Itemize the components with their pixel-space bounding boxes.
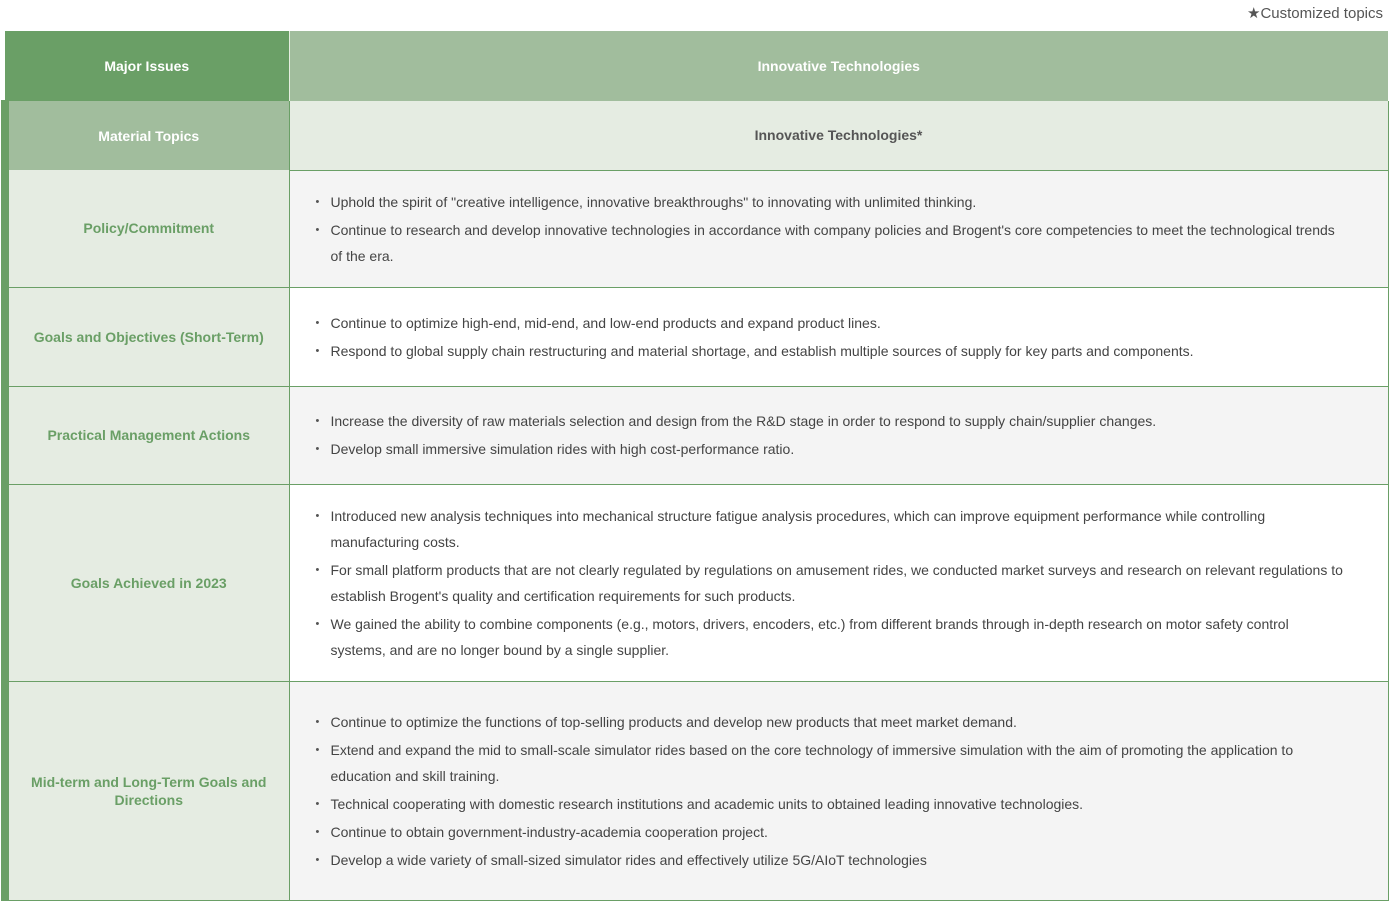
row-label-management-actions: Practical Management Actions <box>5 386 289 484</box>
bullet-list <box>316 408 1348 462</box>
table-row <box>5 170 1388 287</box>
customized-topics-note: ★Customized topics <box>1247 5 1383 22</box>
list-item: • Extend and expand the mid to small-scale simulator rides based on the core technology of immersive simulation with the aim of promoting the application to education and skill training. <box>316 737 1348 789</box>
list-item: • Respond to global supply chain restructuring and material shortage, and establish multiple sources of supply for key parts and components. <box>316 338 1348 364</box>
list-item: • Introduced new analysis techniques into mechanical structure fatigue analysis procedures, which can improve equipment performance while controlling manufacturing costs. <box>316 503 1348 555</box>
row-label-long-term-goals: Mid-term and Long-Term Goals and Directions <box>5 681 289 900</box>
list-item: • Uphold the spirit of "creative intelligence, innovative breakthroughs" to innovating with unlimited thinking. <box>316 189 1348 215</box>
material-topics-value: Innovative Technologies* <box>289 101 1388 171</box>
row-content-goals-achieved <box>289 484 1388 681</box>
row-content-long-term-goals <box>289 681 1388 900</box>
row-content-goals-short-term <box>289 287 1388 386</box>
row-content-management-actions <box>289 386 1388 484</box>
row-content-policy <box>289 170 1388 287</box>
list-item: • Increase the diversity of raw materials selection and design from the R&D stage in order to respond to supply chain/supplier changes. <box>316 408 1348 434</box>
list-item: • Develop a wide variety of small-sized simulator rides and effectively utilize 5G/AIoT technologies <box>316 847 1348 873</box>
row-label-goals-short-term: Goals and Objectives (Short-Term) <box>5 287 289 386</box>
major-issue-value: Innovative Technologies <box>289 31 1388 101</box>
list-item: • For small platform products that are not clearly regulated by regulations on amusement rides, we conducted market surveys and research on relevant regulations to establish Brogent's quality and certification requirements for such products. <box>316 557 1348 609</box>
bullet-list <box>316 189 1348 269</box>
list-item: • Continue to optimize the functions of top-selling products and develop new products that meet market demand. <box>316 709 1348 735</box>
bullet-list <box>316 503 1348 663</box>
list-item: • Continue to optimize high-end, mid-end, and low-end products and expand product lines. <box>316 310 1348 336</box>
material-topics-row <box>5 101 1388 171</box>
bullet-list <box>316 709 1348 873</box>
table-row <box>5 386 1388 484</box>
list-item: • Continue to research and develop innovative technologies in accordance with company policies and Brogent's core competencies to meet the technological trends of the era. <box>316 217 1348 269</box>
row-label-policy: Policy/Commitment <box>5 170 289 287</box>
bullet-list <box>316 310 1348 364</box>
table-row <box>5 287 1388 386</box>
list-item: • Continue to obtain government-industry-academia cooperation project. <box>316 819 1348 845</box>
major-issues-header: Major Issues <box>5 31 289 101</box>
row-label-goals-achieved: Goals Achieved in 2023 <box>5 484 289 681</box>
list-item: • Develop small immersive simulation rides with high cost-performance ratio. <box>316 436 1348 462</box>
table-row <box>5 484 1388 681</box>
material-topic-table <box>1 31 1389 901</box>
table-row <box>5 681 1388 900</box>
major-issues-row <box>5 31 1388 101</box>
material-topics-label: Material Topics <box>5 101 289 171</box>
list-item: • Technical cooperating with domestic research institutions and academic units to obtained leading innovative technologies. <box>316 791 1348 817</box>
list-item: • We gained the ability to combine components (e.g., motors, drivers, encoders, etc.) from different brands through in-depth research on motor safety control systems, and are no longer bound by a single supplier. <box>316 611 1348 663</box>
